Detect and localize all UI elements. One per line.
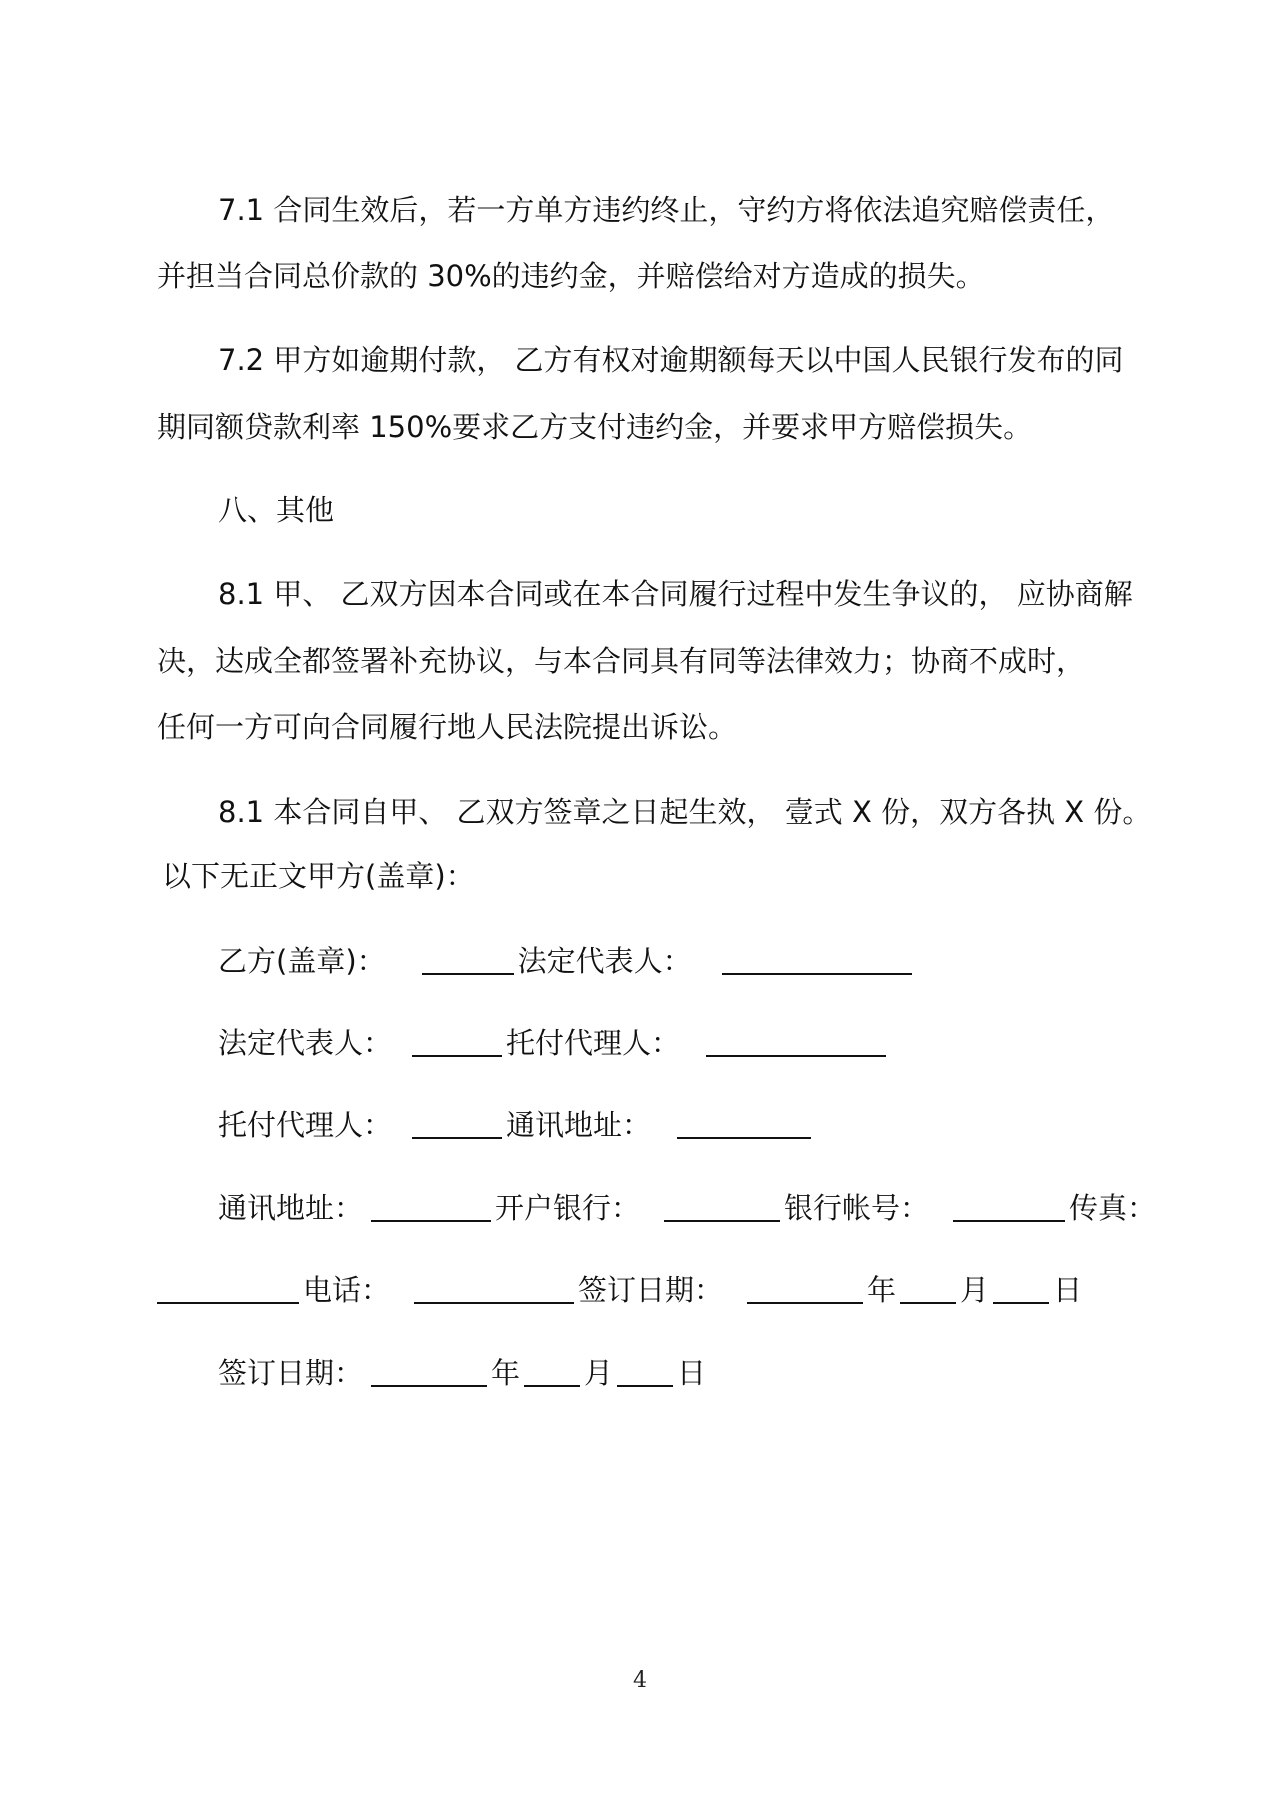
clause-7-2-line-1: 7.2 甲方如逾期付款， 乙方有权对逾期额每天以中国人民银行发布的同 xyxy=(218,343,1124,377)
signature-label: 通讯地址： xyxy=(218,1191,364,1225)
signature-label: 托付代理人： xyxy=(506,1026,681,1060)
signature-row-2 xyxy=(218,1023,890,1063)
day-label: 日 xyxy=(1053,1273,1083,1307)
signature-label: 法定代表人： xyxy=(517,944,692,978)
month-label: 月 xyxy=(584,1356,614,1390)
blank-field[interactable] xyxy=(412,1107,502,1139)
blank-field[interactable] xyxy=(677,1107,811,1139)
page-number: 4 xyxy=(633,1668,647,1693)
blank-field[interactable] xyxy=(371,1190,491,1222)
clause-8-1b-line-2: 以下无正文甲方(盖章)： xyxy=(162,859,475,893)
clause-7-1-line-2: 并担当合同总价款的 30%的违约金，并赔偿给对方造成的损失。 xyxy=(157,259,985,293)
signature-label: 通讯地址： xyxy=(506,1108,652,1142)
clause-8-1a-line-1: 8.1 甲、 乙双方因本合同或在本合同履行过程中发生争议的， 应协商解 xyxy=(218,577,1133,611)
blank-field[interactable] xyxy=(412,1025,502,1057)
year-label: 年 xyxy=(491,1356,521,1390)
blank-field[interactable] xyxy=(524,1355,580,1387)
blank-field[interactable] xyxy=(664,1190,780,1222)
day-label: 日 xyxy=(677,1356,707,1390)
clause-8-1a-line-2: 决，达成全都签署补充协议，与本合同具有同等法律效力；协商不成时， xyxy=(157,644,1086,678)
signature-label: 乙方(盖章)： xyxy=(218,944,386,978)
signature-label: 银行帐号： xyxy=(784,1191,930,1225)
blank-field[interactable] xyxy=(617,1355,673,1387)
signature-label: 法定代表人： xyxy=(218,1026,393,1060)
signature-row-4 xyxy=(218,1188,1156,1228)
blank-field[interactable] xyxy=(422,943,514,975)
signature-row-1 xyxy=(218,941,916,981)
blank-field[interactable] xyxy=(747,1272,863,1304)
signature-row-6 xyxy=(218,1353,706,1393)
signature-label: 电话： xyxy=(303,1273,391,1307)
clause-8-1a-line-3: 任何一方可向合同履行地人民法院提出诉讼。 xyxy=(157,710,738,744)
year-label: 年 xyxy=(867,1273,897,1307)
signature-label: 传真： xyxy=(1069,1191,1157,1225)
clause-7-2-line-2: 期同额贷款利率 150%要求乙方支付违约金，并要求甲方赔偿损失。 xyxy=(157,410,1033,444)
section-8-heading: 八、其他 xyxy=(218,493,335,527)
clause-7-1-line-1: 7.1 合同生效后，若一方单方违约终止，守约方将依法追究赔偿责任， xyxy=(218,193,1115,227)
signature-row-5 xyxy=(157,1270,1082,1310)
blank-field[interactable] xyxy=(993,1272,1049,1304)
blank-field[interactable] xyxy=(371,1355,487,1387)
signature-label: 托付代理人： xyxy=(218,1108,393,1142)
blank-field[interactable] xyxy=(157,1272,299,1304)
signature-row-3 xyxy=(218,1105,815,1145)
blank-field[interactable] xyxy=(900,1272,956,1304)
signature-label: 签订日期： xyxy=(578,1273,724,1307)
month-label: 月 xyxy=(960,1273,990,1307)
signature-label: 签订日期： xyxy=(218,1356,364,1390)
blank-field[interactable] xyxy=(722,943,912,975)
clause-8-1b-line-1: 8.1 本合同自甲、 乙双方签章之日起生效， 壹式 X 份，双方各执 X 份。 xyxy=(218,795,1152,829)
blank-field[interactable] xyxy=(706,1025,886,1057)
signature-label: 开户银行： xyxy=(495,1191,641,1225)
blank-field[interactable] xyxy=(953,1190,1065,1222)
blank-field[interactable] xyxy=(414,1272,574,1304)
